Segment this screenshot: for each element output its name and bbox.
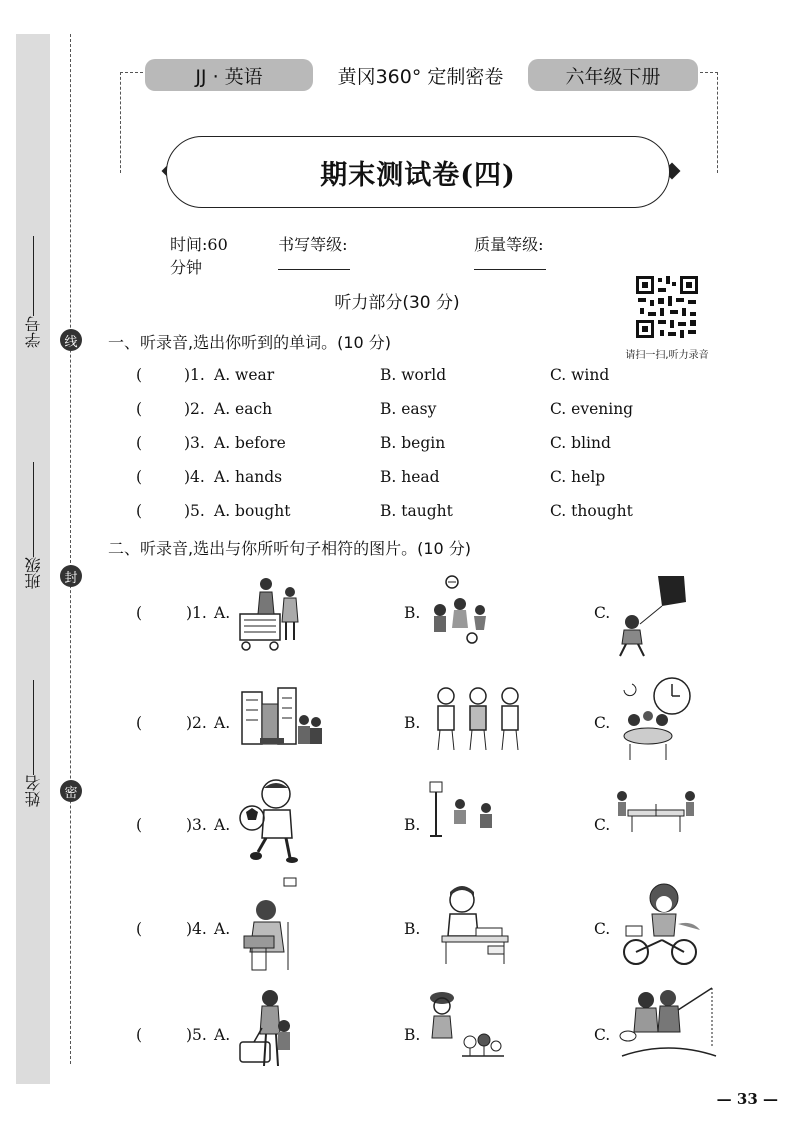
- question-number: )2.: [184, 400, 205, 418]
- answer-blank[interactable]: (: [136, 816, 143, 834]
- mark-seal: 封: [60, 565, 82, 587]
- option-b: B.: [404, 816, 421, 834]
- cut-line: [70, 34, 71, 1064]
- shopping-cart-picture[interactable]: [236, 574, 308, 654]
- answer-blank[interactable]: (: [136, 714, 143, 732]
- answer-blank[interactable]: (: [136, 400, 143, 418]
- family-dinner-clock-picture[interactable]: [614, 672, 700, 762]
- page-title: 期末测试卷(四): [320, 159, 516, 191]
- class-field: [18, 462, 48, 589]
- picture-question-row: [136, 574, 736, 664]
- option-a: A.: [214, 714, 231, 732]
- option-c: C.: [594, 816, 611, 834]
- mark-line: 线: [60, 329, 82, 351]
- subject-pill: JJ · 英语: [145, 59, 313, 91]
- mark-secret: 密: [60, 780, 82, 802]
- fishing-picnic-picture[interactable]: [616, 986, 720, 1066]
- answer-blank[interactable]: (: [136, 604, 143, 622]
- time-info: 时间:60 分钟: [170, 235, 228, 277]
- question-number: )3.: [186, 816, 207, 834]
- picture-question-row: [136, 786, 736, 876]
- listening-title: 听力部分(30 分): [334, 293, 460, 313]
- title-box: [166, 136, 670, 208]
- option-b: B.: [404, 604, 421, 622]
- three-children-picture[interactable]: [430, 684, 526, 754]
- quality-grade-blank[interactable]: [474, 255, 546, 270]
- question-number: )1.: [184, 366, 205, 384]
- option-b: B. taught: [380, 502, 453, 520]
- question-number: )2.: [186, 714, 207, 732]
- option-c: C. wind: [550, 366, 610, 384]
- answer-blank[interactable]: (: [136, 468, 143, 486]
- name-field: [18, 680, 48, 807]
- kite-flying-picture[interactable]: [612, 572, 694, 658]
- option-b: B.: [404, 1026, 421, 1044]
- writing-grade-blank[interactable]: [278, 255, 350, 270]
- question-row: [136, 400, 656, 418]
- city-buildings-picture[interactable]: [240, 684, 324, 754]
- option-a: A.: [214, 920, 231, 938]
- kids-playing-picture[interactable]: [426, 574, 492, 644]
- answer-blank[interactable]: (: [136, 502, 143, 520]
- question-row: [136, 468, 656, 486]
- option-a: A.: [214, 1026, 231, 1044]
- question-number: )3.: [184, 434, 205, 452]
- answer-blank[interactable]: (: [136, 366, 143, 384]
- option-b: B. begin: [380, 434, 446, 452]
- question-number: )4.: [186, 920, 207, 938]
- travel-suitcase-picture[interactable]: [236, 988, 298, 1072]
- option-c: C. help: [550, 468, 606, 486]
- header-bar: [145, 58, 698, 92]
- page-number: — 33 —: [716, 1090, 778, 1108]
- question-number: )1.: [186, 604, 207, 622]
- girl-cycling-picture[interactable]: [618, 880, 702, 970]
- grade-pill: 六年级下册: [528, 59, 698, 91]
- girl-writing-picture[interactable]: [432, 886, 512, 966]
- basketball-picture[interactable]: [426, 780, 502, 840]
- question-number: )4.: [184, 468, 205, 486]
- option-c: C. thought: [550, 502, 633, 520]
- option-b: B. easy: [380, 400, 437, 418]
- picture-question-row: [136, 684, 736, 774]
- option-c: C.: [594, 1026, 611, 1044]
- option-c: C.: [594, 714, 611, 732]
- picture-question-row: [136, 996, 736, 1086]
- option-c: C. blind: [550, 434, 611, 452]
- question-row: [136, 502, 656, 520]
- option-a: A. hands: [214, 468, 283, 486]
- ping-pong-picture[interactable]: [614, 786, 698, 836]
- student-id-label: 学号: [23, 316, 43, 348]
- garden-flowers-picture[interactable]: [426, 990, 506, 1060]
- answer-blank[interactable]: (: [136, 920, 143, 938]
- answer-blank[interactable]: (: [136, 1026, 143, 1044]
- qr-caption: 请扫一扫,听力录音: [625, 350, 709, 361]
- picture-question-row: [136, 890, 736, 980]
- girl-washing-picture[interactable]: [238, 876, 300, 972]
- series-name: 黄冈360° 定制密卷: [313, 62, 528, 89]
- boy-soccer-ball-picture[interactable]: [236, 778, 312, 864]
- name-label: 姓名: [23, 775, 43, 807]
- part2-heading: 二、听录音,选出与你所听句子相符的图片。(10 分): [108, 539, 472, 558]
- option-a: A. before: [214, 434, 286, 452]
- writing-grade: [278, 232, 444, 278]
- option-a: A. wear: [214, 366, 275, 384]
- name-blank-line: [33, 680, 34, 775]
- option-b: B. world: [380, 366, 447, 384]
- option-a: A.: [214, 604, 231, 622]
- answer-blank[interactable]: (: [136, 434, 143, 452]
- option-a: A.: [214, 816, 231, 834]
- option-a: A. bought: [214, 502, 291, 520]
- part1-heading: 一、听录音,选出你听到的单词。(10 分): [108, 333, 392, 352]
- option-c: C. evening: [550, 400, 634, 418]
- question-number: )5.: [184, 502, 205, 520]
- class-label: 班级: [23, 557, 43, 589]
- option-a: A. each: [214, 400, 273, 418]
- class-blank-line: [33, 462, 34, 557]
- question-number: )5.: [186, 1026, 207, 1044]
- option-b: B. head: [380, 468, 440, 486]
- question-row: [136, 366, 656, 384]
- option-b: B.: [404, 714, 421, 732]
- info-row: [170, 232, 670, 278]
- quality-grade: [474, 232, 640, 278]
- question-row: [136, 434, 656, 452]
- option-c: C.: [594, 604, 611, 622]
- option-b: B.: [404, 920, 421, 938]
- option-c: C.: [594, 920, 611, 938]
- writing-grade-label: 书写等级:: [278, 235, 348, 254]
- quality-grade-label: 质量等级:: [474, 235, 544, 254]
